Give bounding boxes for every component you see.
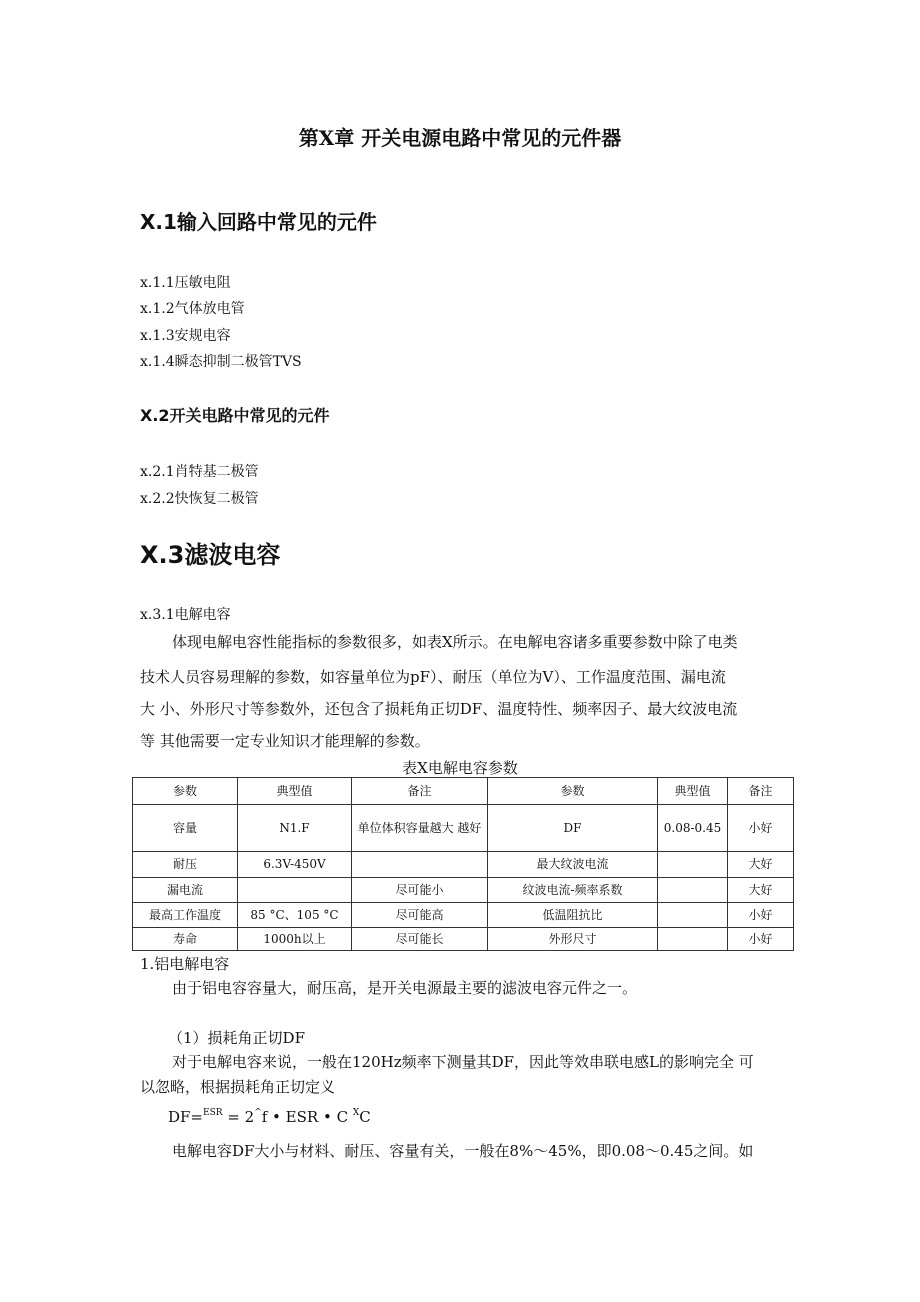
list-item: x.1.4瞬态抑制二极管TVS [140, 354, 302, 370]
table-cell: 漏电流 [133, 878, 238, 903]
table-row [133, 852, 794, 878]
table-cell [658, 852, 728, 878]
table-cell: 单位体积容量越大 越好 [352, 805, 488, 852]
paragraph-line: 对于电解电容来说，一般在120Hz频率下测量其DF，因此等效串联电感L的影响完全 可 [172, 1053, 754, 1071]
table-cell: 0.08-0.45 [658, 805, 728, 852]
table-cell: 容量 [133, 805, 238, 852]
table-cell: 1000h以上 [238, 928, 352, 951]
df-formula [168, 1108, 371, 1126]
table-header-row [133, 778, 794, 805]
chapter-title: 第X章 开关电源电路中常见的元件器 [298, 126, 622, 150]
paragraph-line: 等 其他需要一定专业知识才能理解的参数。 [140, 732, 430, 750]
table-cell: 大好 [728, 852, 794, 878]
table-header-cell: 典型值 [238, 778, 352, 805]
table-cell: 低温阻抗比 [488, 903, 658, 928]
list-item: x.1.1压敏电阻 [140, 275, 231, 291]
table-cell: Ν1.F [238, 805, 352, 852]
paragraph-line: 大 小、外形尺寸等参数外，还包含了损耗角正切DF、温度特性、频率因子、最大纹波电流 [140, 700, 738, 718]
table-cell: 最大纹波电流 [488, 852, 658, 878]
section-heading-x2: X.2开关电路中常见的元件 [140, 406, 330, 425]
table-cell: 耐压 [133, 852, 238, 878]
paragraph-line: 由于铝电容容量大，耐压高，是开关电源最主要的滤波电容元件之一。 [172, 979, 638, 997]
formula-part: C [359, 1108, 371, 1126]
formula-part: = 2 [222, 1108, 255, 1126]
table-header-cell: 备注 [352, 778, 488, 805]
paragraph-line: 以忽略，根据损耗角正切定义 [140, 1078, 336, 1096]
table-cell: 尽可能高 [352, 903, 488, 928]
list-item: x.2.1肖特基二极管 [140, 464, 259, 480]
table-cell: 最高工作温度 [133, 903, 238, 928]
table-cell: 尽可能长 [352, 928, 488, 951]
table-cell: 85 °C、105 °C [238, 903, 352, 928]
list-item: x.2.2快恢复二极管 [140, 491, 259, 507]
table-row [133, 928, 794, 951]
section-heading-x1: X.1输入回路中常见的元件 [140, 210, 377, 234]
capacitor-params-table [132, 777, 794, 951]
table-cell: DF [488, 805, 658, 852]
table-cell: 尽可能小 [352, 878, 488, 903]
table-cell [658, 928, 728, 951]
table-header-cell: 参数 [133, 778, 238, 805]
paragraph-line: 体现电解电容性能指标的参数很多，如表X所示。在电解电容诸多重要参数中除了电类 [172, 633, 738, 651]
table-row [133, 805, 794, 852]
formula-part: ^ [254, 1108, 262, 1118]
list-item: x.1.3安规电容 [140, 328, 231, 344]
paragraph-line: 技术人员容易理解的参数，如容量单位为pF）、耐压（单位为V）、工作温度范围、漏电流 [140, 668, 726, 686]
table-cell [352, 852, 488, 878]
table-cell: 小好 [728, 928, 794, 951]
subsection-title: 1.铝电解电容 [140, 955, 230, 973]
list-item: x.1.2气体放电管 [140, 301, 245, 317]
formula-part: DF= [168, 1108, 204, 1126]
section-heading-x3: X.3滤波电容 [140, 541, 281, 569]
formula-part: X [352, 1108, 360, 1118]
table-cell [658, 903, 728, 928]
table-header-cell: 参数 [488, 778, 658, 805]
table-cell [238, 878, 352, 903]
table-caption: 表X电解电容参数 [402, 759, 518, 777]
table-cell: 寿命 [133, 928, 238, 951]
paragraph-line: 电解电容DF大小与材料、耐压、容量有关，一般在8%～45%，即0.08～0.45之间。如 [172, 1142, 754, 1160]
table-cell: 6.3V-450V [238, 852, 352, 878]
table-cell: 纹波电流-频率系数 [488, 878, 658, 903]
formula-part: ESR [203, 1108, 223, 1118]
table-cell: 大好 [728, 878, 794, 903]
df-title: （1）损耗角正切DF [168, 1029, 305, 1047]
table-cell: 小好 [728, 805, 794, 852]
formula-part: f • ESR • C [261, 1108, 353, 1126]
table-header-cell: 典型值 [658, 778, 728, 805]
table-cell: 外形尺寸 [488, 928, 658, 951]
table-row [133, 878, 794, 903]
table-row [133, 903, 794, 928]
table-cell: 小好 [728, 903, 794, 928]
subsection-title: x.3.1电解电容 [140, 607, 231, 623]
table-header-cell: 备注 [728, 778, 794, 805]
table-cell [658, 878, 728, 903]
